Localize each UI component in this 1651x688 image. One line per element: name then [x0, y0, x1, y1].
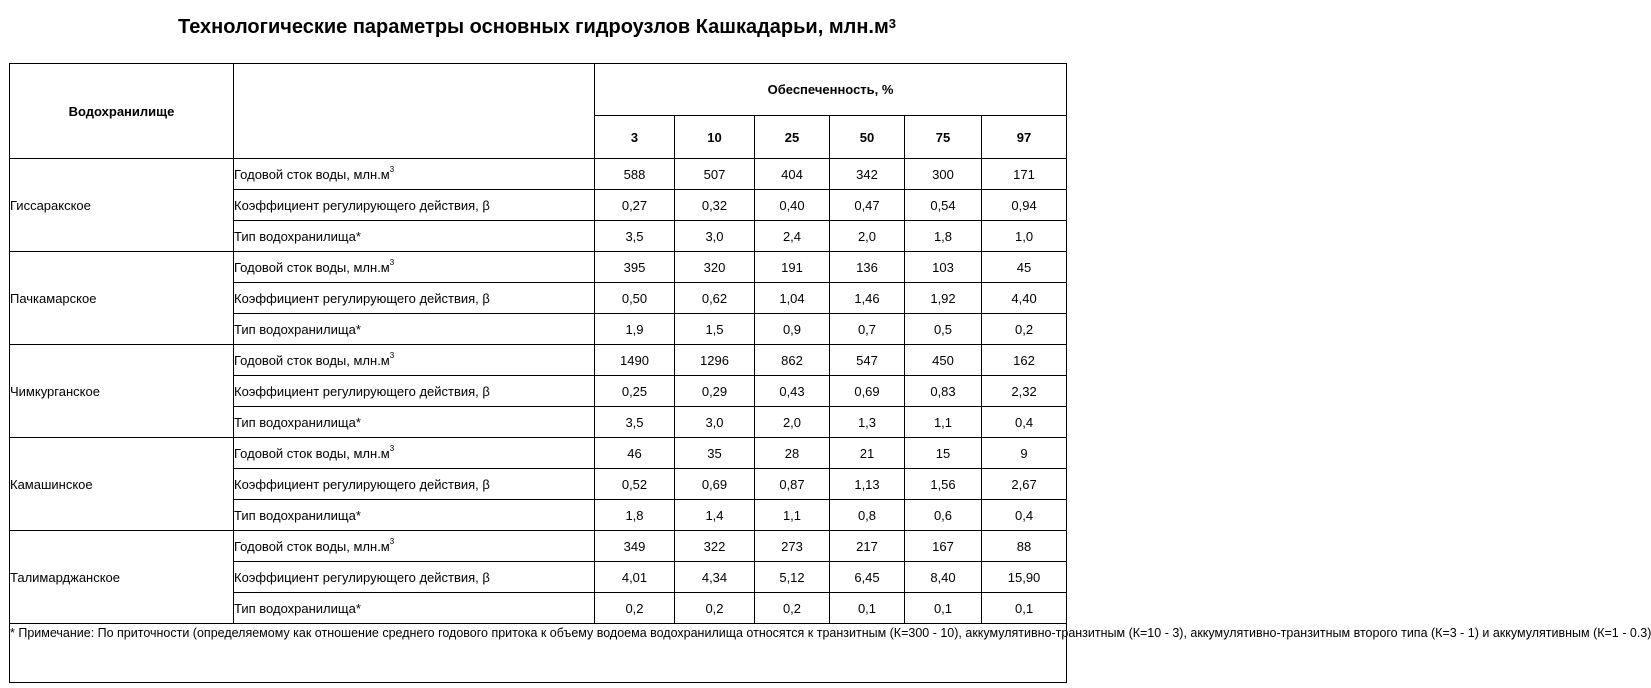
value-cell: 2,0: [830, 221, 905, 252]
value-cell: 35: [675, 438, 755, 469]
value-cell: 0,9: [755, 314, 830, 345]
value-cell: 588: [595, 159, 675, 190]
parameter-label: Годовой сток воды, млн.м: [234, 259, 390, 275]
value-cell: 0,2: [982, 314, 1067, 345]
value-cell: 15: [905, 438, 982, 469]
parameter-name: [234, 500, 595, 531]
table-row: [10, 531, 1067, 562]
parameter-label: Коэффициент регулирующего действия, β: [234, 476, 490, 492]
value-cell: 6,45: [830, 562, 905, 593]
unit-superscript: 3: [389, 536, 395, 546]
parameter-name: [234, 438, 595, 469]
value-cell: 300: [905, 159, 982, 190]
value-cell: 0,87: [755, 469, 830, 500]
percent-column-header: 3: [595, 116, 675, 159]
unit-superscript: 3: [389, 164, 395, 174]
title-text: Технологические параметры основных гидроузлов Кашкадарьи, млн.м: [177, 16, 889, 38]
value-cell: 0,27: [595, 190, 675, 221]
percent-column-header: 10: [675, 116, 755, 159]
value-cell: 5,12: [755, 562, 830, 593]
value-cell: 1,56: [905, 469, 982, 500]
parameter-label: Коэффициент регулирующего действия, β: [234, 290, 490, 306]
reservoir-name: Чимкурганское: [10, 345, 234, 438]
value-cell: 15,90: [982, 562, 1067, 593]
reservoir-name: Камашинское: [10, 438, 234, 531]
value-cell: 1490: [595, 345, 675, 376]
parameter-label: Тип водохранилища*: [234, 414, 361, 430]
value-cell: 0,69: [675, 469, 755, 500]
value-cell: 547: [830, 345, 905, 376]
value-cell: 0,1: [982, 593, 1067, 624]
value-cell: 507: [675, 159, 755, 190]
parameter-label: Коэффициент регулирующего действия, β: [234, 383, 490, 399]
value-cell: 1,04: [755, 283, 830, 314]
parameter-header-empty: [234, 64, 595, 159]
value-cell: 4,34: [675, 562, 755, 593]
parameter-label: Тип водохранилища*: [234, 600, 361, 616]
reservoir-name: Талимарджанское: [10, 531, 234, 624]
unit-superscript: 3: [389, 443, 395, 453]
value-cell: 320: [675, 252, 755, 283]
value-cell: 28: [755, 438, 830, 469]
value-cell: 1,5: [675, 314, 755, 345]
value-cell: 136: [830, 252, 905, 283]
value-cell: 0,6: [905, 500, 982, 531]
value-cell: 0,29: [675, 376, 755, 407]
table-row: [10, 159, 1067, 190]
value-cell: 1,0: [982, 221, 1067, 252]
unit-superscript: 3: [389, 257, 395, 267]
value-cell: 1,8: [905, 221, 982, 252]
value-cell: 342: [830, 159, 905, 190]
value-cell: 0,2: [595, 593, 675, 624]
value-cell: 217: [830, 531, 905, 562]
value-cell: 395: [595, 252, 675, 283]
value-cell: 0,1: [905, 593, 982, 624]
parameter-name: [234, 283, 595, 314]
value-cell: 0,83: [905, 376, 982, 407]
parameter-label: Коэффициент регулирующего действия, β: [234, 569, 490, 585]
value-cell: 0,43: [755, 376, 830, 407]
value-cell: 171: [982, 159, 1067, 190]
footnote: * Примечание: По приточности (определяемому как отношение среднего годового притока к объему водоема водохранилища относятся к транзитным (К=300 - 10), аккумулятивно-транзитным (К=10 - 3), аккумулятивно-транзитным второго типа (К=3 - 1) и аккумулятивным (К=1 - 0.3): [10, 624, 1067, 683]
parameter-name: [234, 314, 595, 345]
value-cell: 322: [675, 531, 755, 562]
reservoir-name: Пачкамарское: [10, 252, 234, 345]
value-cell: 404: [755, 159, 830, 190]
value-cell: 1,8: [595, 500, 675, 531]
parameter-name: [234, 531, 595, 562]
value-cell: 349: [595, 531, 675, 562]
table-body: [10, 159, 1067, 624]
percent-column-header: 50: [830, 116, 905, 159]
parameter-name: [234, 376, 595, 407]
value-cell: 88: [982, 531, 1067, 562]
table-row: [10, 345, 1067, 376]
value-cell: 45: [982, 252, 1067, 283]
value-cell: 1,3: [830, 407, 905, 438]
percent-column-header: 75: [905, 116, 982, 159]
parameters-table: [9, 63, 1651, 683]
parameter-name: [234, 345, 595, 376]
unit-superscript: 3: [389, 350, 395, 360]
value-cell: 3,5: [595, 221, 675, 252]
value-cell: 1,1: [905, 407, 982, 438]
value-cell: 273: [755, 531, 830, 562]
parameter-name: [234, 469, 595, 500]
value-cell: 3,0: [675, 407, 755, 438]
reservoir-header: Водохранилище: [10, 64, 234, 159]
parameter-label: Годовой сток воды, млн.м: [234, 538, 390, 554]
parameter-label: Годовой сток воды, млн.м: [234, 166, 390, 182]
value-cell: 46: [595, 438, 675, 469]
value-cell: 1,13: [830, 469, 905, 500]
value-cell: 8,40: [905, 562, 982, 593]
value-cell: 4,40: [982, 283, 1067, 314]
value-cell: 191: [755, 252, 830, 283]
value-cell: 862: [755, 345, 830, 376]
value-cell: 0,25: [595, 376, 675, 407]
reservoir-name: Гиссаракское: [10, 159, 234, 252]
value-cell: 3,5: [595, 407, 675, 438]
parameter-label: Тип водохранилища*: [234, 228, 361, 244]
parameter-name: [234, 562, 595, 593]
value-cell: 4,01: [595, 562, 675, 593]
value-cell: 1296: [675, 345, 755, 376]
percent-column-header: 25: [755, 116, 830, 159]
value-cell: 0,2: [755, 593, 830, 624]
parameter-name: [234, 221, 595, 252]
value-cell: 2,4: [755, 221, 830, 252]
value-cell: 1,4: [675, 500, 755, 531]
parameter-name: [234, 159, 595, 190]
title-superscript: 3: [888, 16, 897, 31]
value-cell: 9: [982, 438, 1067, 469]
value-cell: 2,0: [755, 407, 830, 438]
value-cell: 0,7: [830, 314, 905, 345]
value-cell: 0,69: [830, 376, 905, 407]
value-cell: 0,62: [675, 283, 755, 314]
value-cell: 0,50: [595, 283, 675, 314]
value-cell: 0,40: [755, 190, 830, 221]
value-cell: 1,1: [755, 500, 830, 531]
parameter-label: Коэффициент регулирующего действия, β: [234, 197, 490, 213]
value-cell: 0,1: [830, 593, 905, 624]
value-cell: 1,46: [830, 283, 905, 314]
parameter-label: Годовой сток воды, млн.м: [234, 352, 390, 368]
value-cell: 1,92: [905, 283, 982, 314]
value-cell: 450: [905, 345, 982, 376]
value-cell: 0,32: [675, 190, 755, 221]
value-cell: 0,52: [595, 469, 675, 500]
table-row: [10, 252, 1067, 283]
value-cell: 1,9: [595, 314, 675, 345]
value-cell: 21: [830, 438, 905, 469]
value-cell: 2,67: [982, 469, 1067, 500]
provision-header: Обеспеченность, %: [595, 64, 1067, 116]
parameter-label: Годовой сток воды, млн.м: [234, 445, 390, 461]
value-cell: 167: [905, 531, 982, 562]
value-cell: 3,0: [675, 221, 755, 252]
value-cell: 0,5: [905, 314, 982, 345]
parameter-name: [234, 252, 595, 283]
value-cell: 0,54: [905, 190, 982, 221]
value-cell: 0,47: [830, 190, 905, 221]
parameter-label: Тип водохранилища*: [234, 507, 361, 523]
value-cell: 0,8: [830, 500, 905, 531]
table-row: [10, 438, 1067, 469]
parameter-label: Тип водохранилища*: [234, 321, 361, 337]
value-cell: 0,4: [982, 407, 1067, 438]
value-cell: 0,2: [675, 593, 755, 624]
parameter-name: [234, 190, 595, 221]
value-cell: 2,32: [982, 376, 1067, 407]
value-cell: 0,4: [982, 500, 1067, 531]
value-cell: 162: [982, 345, 1067, 376]
percent-column-header: 97: [982, 116, 1067, 159]
value-cell: 103: [905, 252, 982, 283]
parameter-name: [234, 593, 595, 624]
page-title: [0, 14, 1074, 40]
value-cell: 0,94: [982, 190, 1067, 221]
parameter-name: [234, 407, 595, 438]
